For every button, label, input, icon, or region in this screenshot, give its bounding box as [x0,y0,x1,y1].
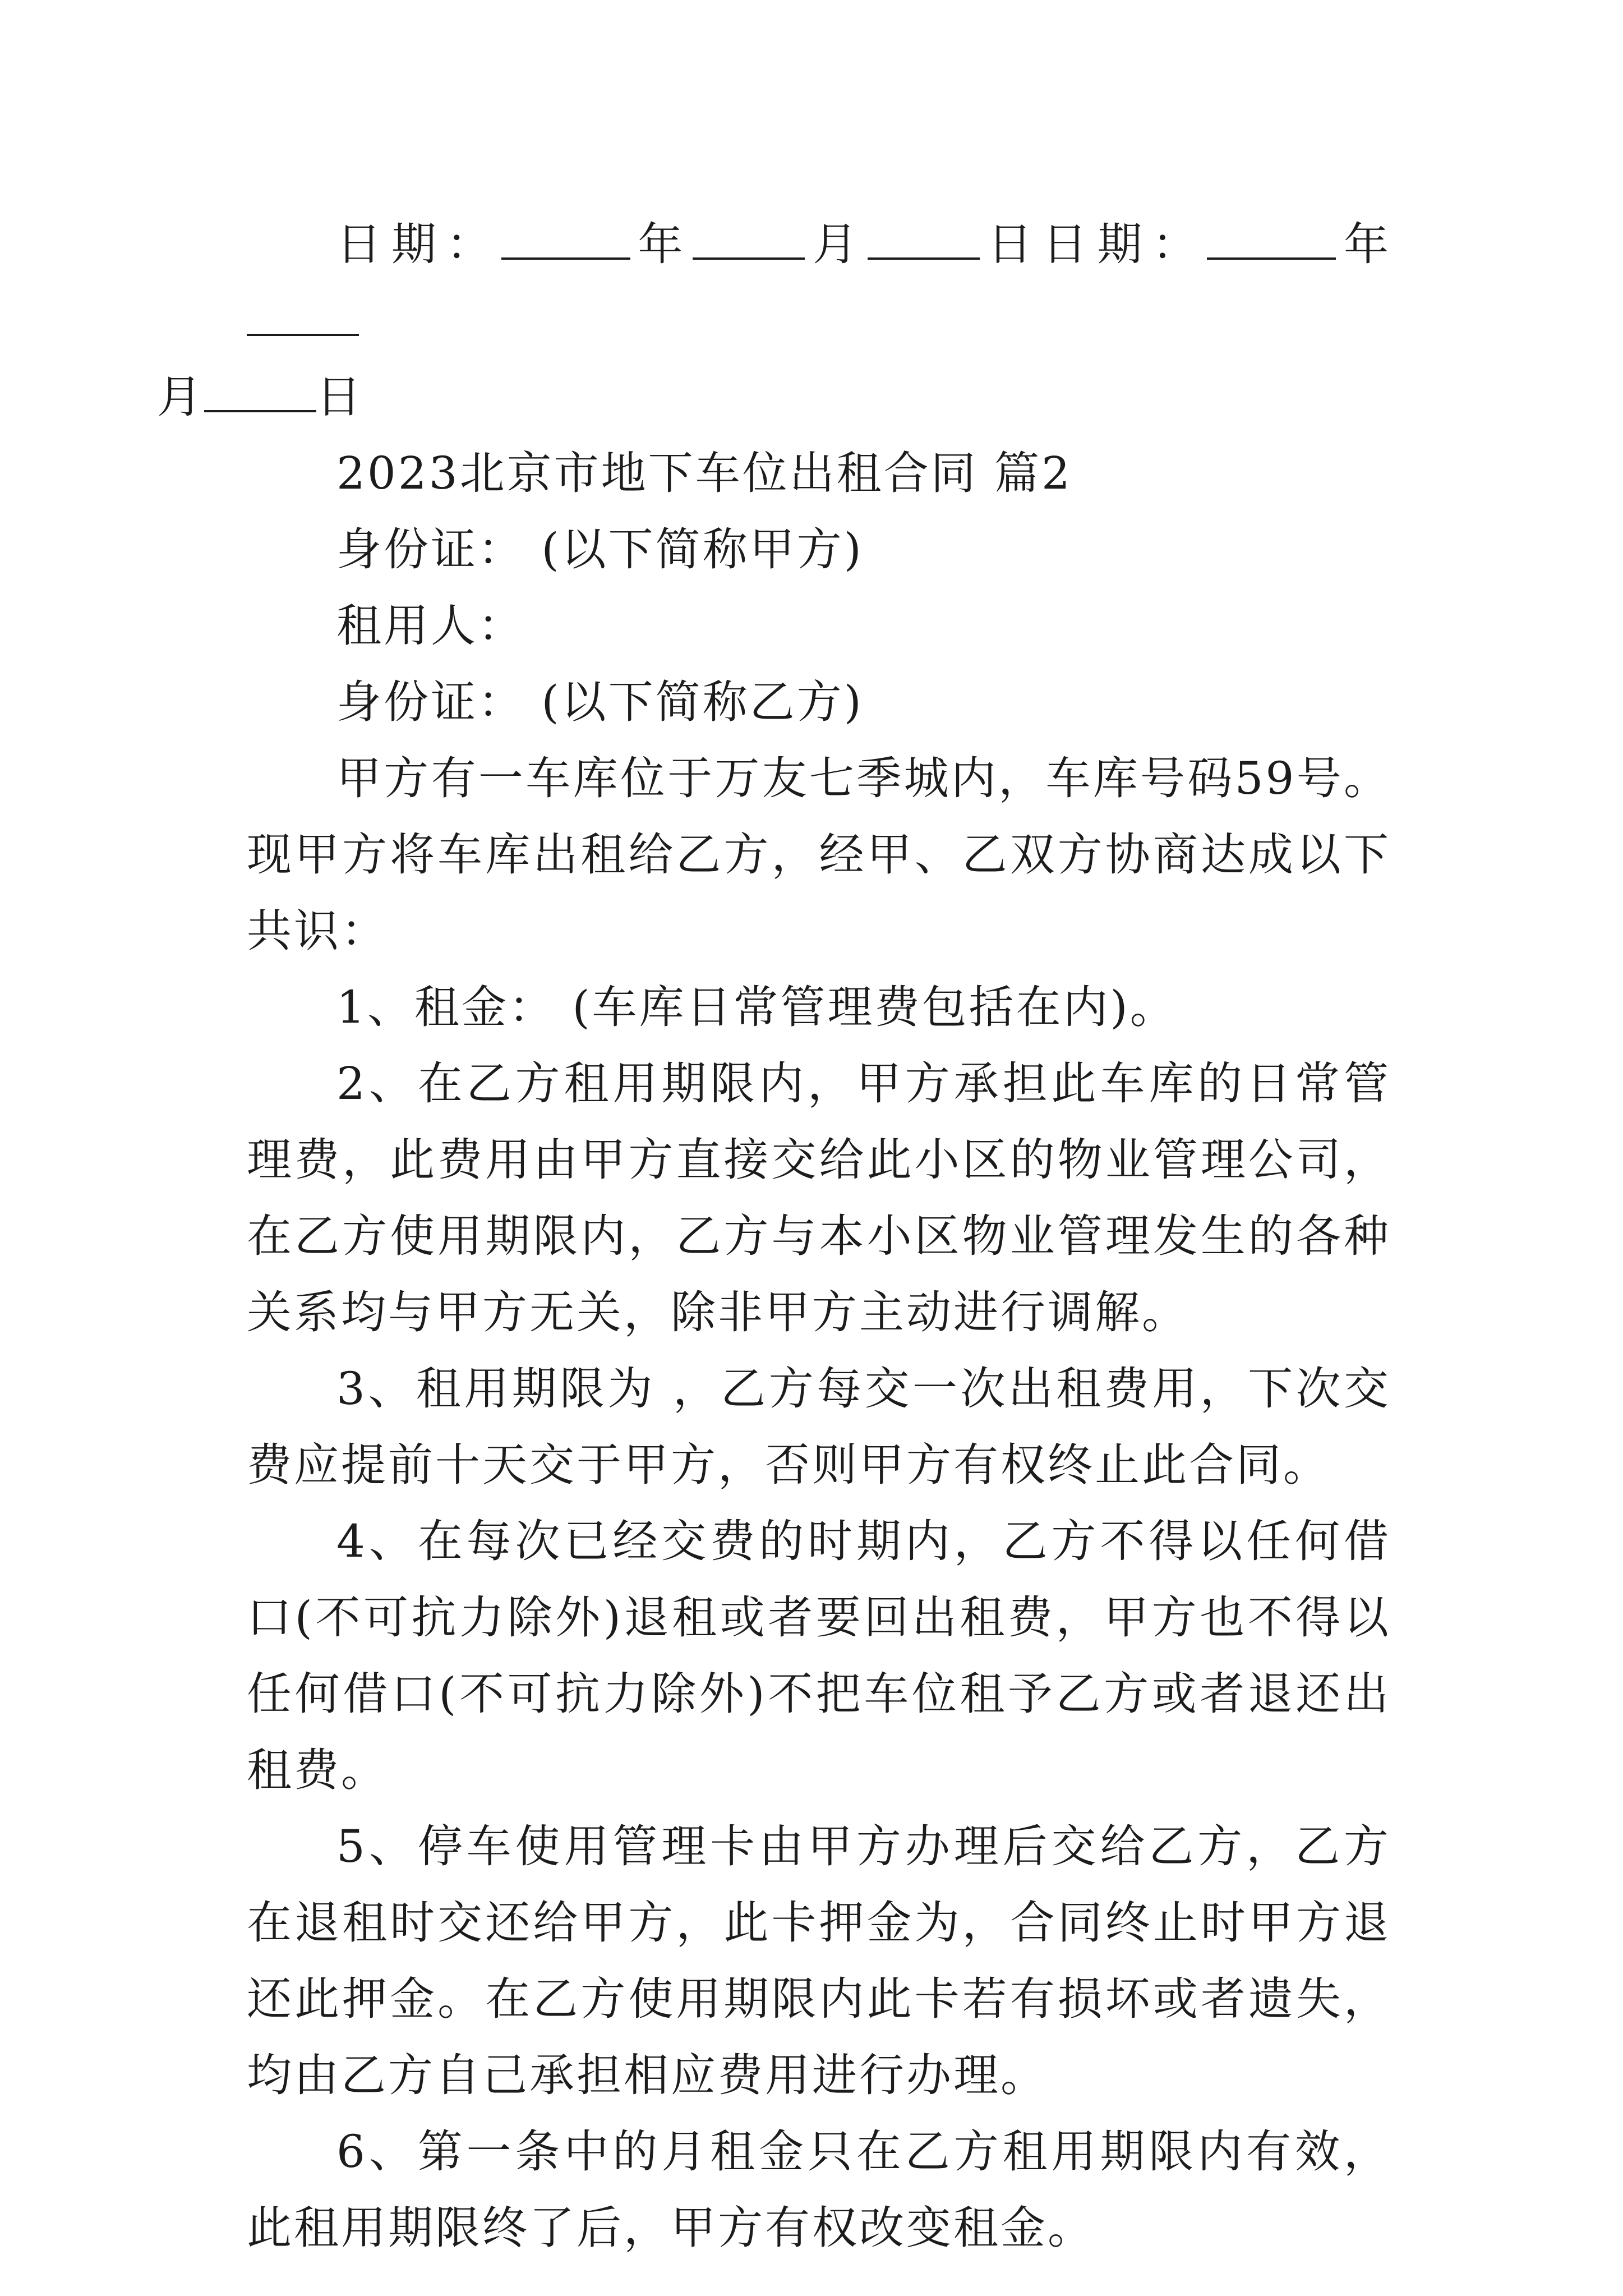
month-label: 月 [805,218,868,270]
year-blank-2 [1207,217,1336,260]
lessee-label-line: 租用人： [336,600,525,652]
lessee-id-line: 身份证： (以下简称乙方) [336,676,864,728]
year-label-2: 年 [1336,218,1391,270]
clause-3: 3、租用期限为 ，乙方每交一次出租费用，下次交费应提前十天交于甲方，否则甲方有权终止此合同。 [247,1363,1391,1491]
clause-1: 1、租金： (车库日常管理费包括在内)。 [336,981,1177,1033]
contract-body [157,206,1391,2266]
signature-date-row [157,206,1391,435]
contract-title: 2023北京市地下车位出租合同 篇2 [336,447,1072,499]
clause-5: 5、停车使用管理卡由甲方办理后交给乙方，乙方在退租时交还给甲方，此卡押金为，合同终止时甲方退还此押金。在乙方使用期限内此卡若有损坏或者遗失，均由乙方自己承担相应费用进行办理。 [247,1820,1391,2101]
date-label: 日期： [336,218,501,270]
clause-6: 6、第一条中的月租金只在乙方租用期限内有效，此租用期限终了后，甲方有权改变租金。 [247,2125,1391,2254]
day-blank-2 [204,370,316,412]
year-blank [501,217,630,260]
year-label: 年 [630,218,693,270]
day-blank [868,217,980,260]
intro-paragraph: 甲方有一车库位于万友七季城内，车库号码59号。现甲方将车库出租给乙方，经甲、乙双方协商达成以下共识： [247,752,1391,957]
month-label-2: 月 [157,371,204,423]
day-date-label: 日日期： [979,218,1207,270]
lessor-id-line: 身份证： (以下简称甲方) [336,523,864,576]
month-blank [693,217,805,260]
month-blank-2 [247,293,359,336]
day-label-2: 日 [316,371,363,423]
clause-2: 2、在乙方租用期限内，甲方承担此车库的日常管理费，此费用由甲方直接交给此小区的物业管理公司，在乙方使用期限内，乙方与本小区物业管理发生的各种关系均与甲方无关，除非甲方主动进行调解。 [247,1057,1391,1338]
clause-4: 4、在每次已经交费的时期内，乙方不得以任何借口(不可抗力除外)退租或者要回出租费，甲方也不得以任何借口(不可抗力除外)不把车位租予乙方或者退还出租费。 [247,1515,1391,1796]
